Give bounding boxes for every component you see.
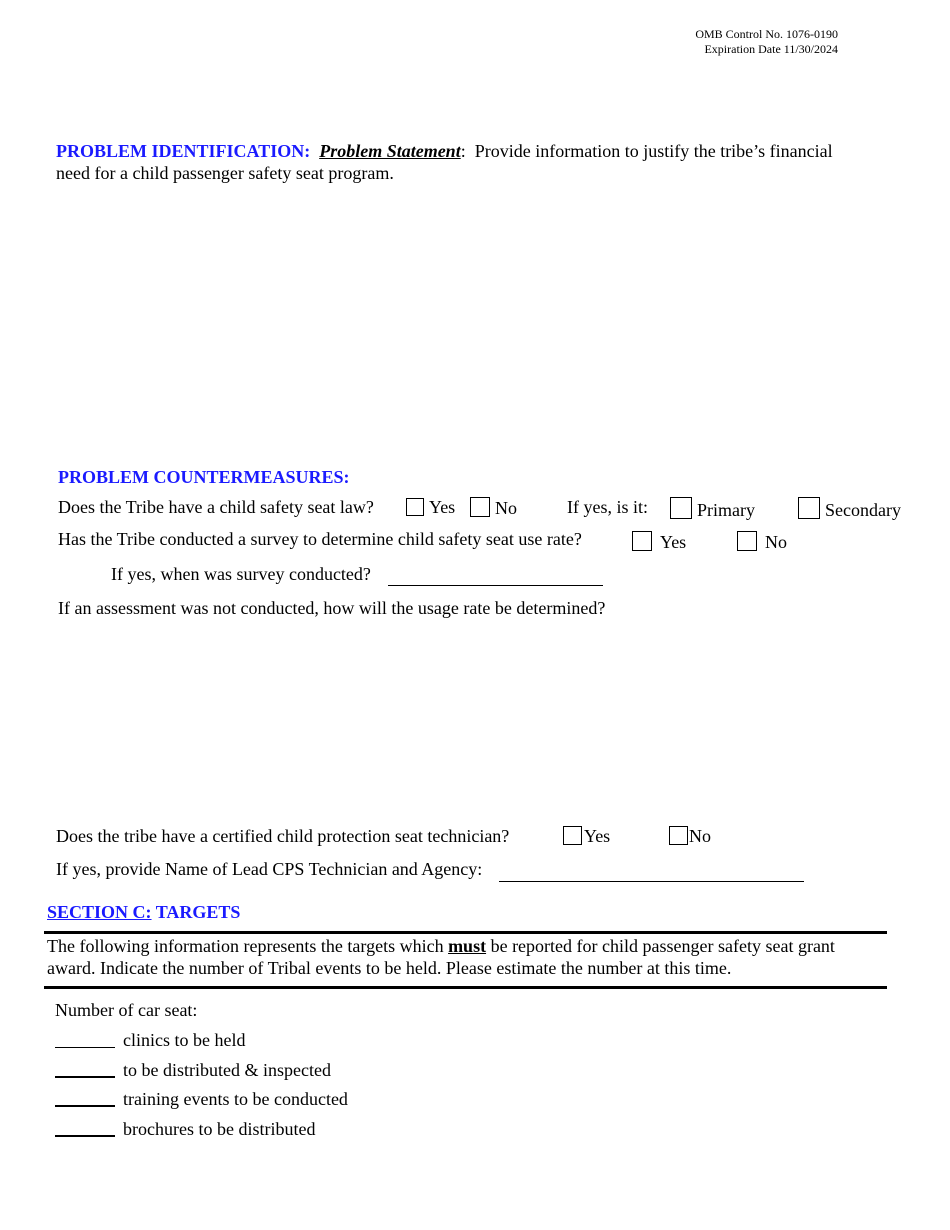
q-certified-technician: Does the tribe have a certified child protection seat technician? — [56, 826, 510, 846]
target-item-label: to be distributed & inspected — [123, 1060, 331, 1080]
primary-label: Primary — [697, 500, 755, 520]
must-emphasis: must — [448, 936, 487, 956]
technician-no-option[interactable] — [669, 826, 711, 847]
section-c-top-rule — [44, 931, 887, 934]
q-usage-rate: If an assessment was not conducted, how will the usage rate be determined? — [58, 598, 606, 618]
survey-no-checkbox[interactable] — [737, 531, 757, 551]
secondary-checkbox[interactable] — [798, 497, 820, 519]
brochures-count-field[interactable] — [55, 1134, 115, 1137]
problem-statement-label: Problem Statement — [319, 141, 461, 161]
section-c-label: SECTION C: — [47, 902, 152, 922]
q-survey-conducted: Has the Tribe conducted a survey to determine child safety seat use rate? — [58, 529, 582, 549]
target-item-label: brochures to be distributed — [123, 1119, 316, 1139]
survey-no-option[interactable] — [737, 531, 787, 553]
survey-no-label: No — [765, 532, 787, 552]
number-of-car-seat-label: Number of car seat: — [55, 1000, 198, 1020]
target-item — [55, 1119, 315, 1140]
target-item — [55, 1060, 331, 1081]
secondary-label: Secondary — [825, 500, 901, 520]
primary-option[interactable] — [670, 497, 755, 521]
omb-header — [695, 27, 838, 57]
survey-yes-checkbox[interactable] — [632, 531, 652, 551]
survey-yes-option[interactable] — [632, 531, 686, 553]
survey-yes-label: Yes — [660, 532, 687, 552]
section-c-title: TARGETS — [155, 902, 241, 922]
q-safety-seat-law: Does the Tribe have a child safety seat law? — [58, 497, 374, 517]
problem-statement-response-area[interactable] — [56, 190, 886, 450]
problem-statement-text-2: need for a child passenger safety seat program. — [56, 163, 394, 183]
training-events-count-field[interactable] — [55, 1104, 115, 1107]
problem-identification: PROBLEM IDENTIFICATION: Problem Statement: Provide information to justify the tribe’s financial need for a child passenger safety seat program. — [56, 141, 833, 183]
target-item-label: training events to be conducted — [123, 1089, 348, 1109]
technician-no-label: No — [689, 826, 711, 846]
law-yes-label: Yes — [429, 497, 456, 517]
lead-technician-field[interactable] — [499, 881, 804, 882]
section-c-heading — [47, 902, 240, 923]
law-yes-option[interactable] — [406, 497, 455, 518]
law-no-label: No — [495, 498, 517, 518]
law-no-checkbox[interactable] — [470, 497, 490, 517]
law-yes-checkbox[interactable] — [406, 498, 424, 516]
section-c-bottom-rule — [44, 986, 887, 989]
usage-rate-response-area[interactable] — [56, 625, 886, 815]
omb-control-number: OMB Control No. 1076-0190 — [695, 27, 838, 41]
expiration-date: Expiration Date 11/30/2024 — [704, 42, 838, 56]
clinics-count-field[interactable] — [55, 1046, 115, 1048]
law-no-option[interactable] — [470, 497, 517, 519]
q-lead-technician: If yes, provide Name of Lead CPS Technician and Agency: — [56, 859, 483, 879]
countermeasures-heading: PROBLEM COUNTERMEASURES: — [58, 467, 350, 487]
secondary-option[interactable] — [798, 497, 901, 521]
problem-statement-text-1: Provide information to justify the tribe’s financial — [474, 141, 833, 161]
distributed-count-field[interactable] — [55, 1075, 115, 1078]
target-item — [55, 1030, 245, 1051]
technician-yes-checkbox[interactable] — [563, 826, 582, 845]
technician-yes-label: Yes — [584, 826, 611, 846]
technician-no-checkbox[interactable] — [669, 826, 688, 845]
technician-yes-option[interactable] — [563, 826, 610, 847]
survey-date-field[interactable] — [388, 585, 603, 586]
primary-checkbox[interactable] — [670, 497, 692, 519]
target-item-label: clinics to be held — [123, 1030, 246, 1050]
target-item — [55, 1089, 348, 1110]
q-survey-date: If yes, when was survey conducted? — [111, 564, 371, 584]
problem-identification-heading: PROBLEM IDENTIFICATION: — [56, 141, 311, 161]
if-yes-is-it-label: If yes, is it: — [567, 497, 648, 517]
section-c-instructions: The following information represents the targets which must be reported for child passenger safety seat grant award. Indicate the number of Tribal events to be held. Please estimate the number at this time. — [47, 936, 835, 978]
